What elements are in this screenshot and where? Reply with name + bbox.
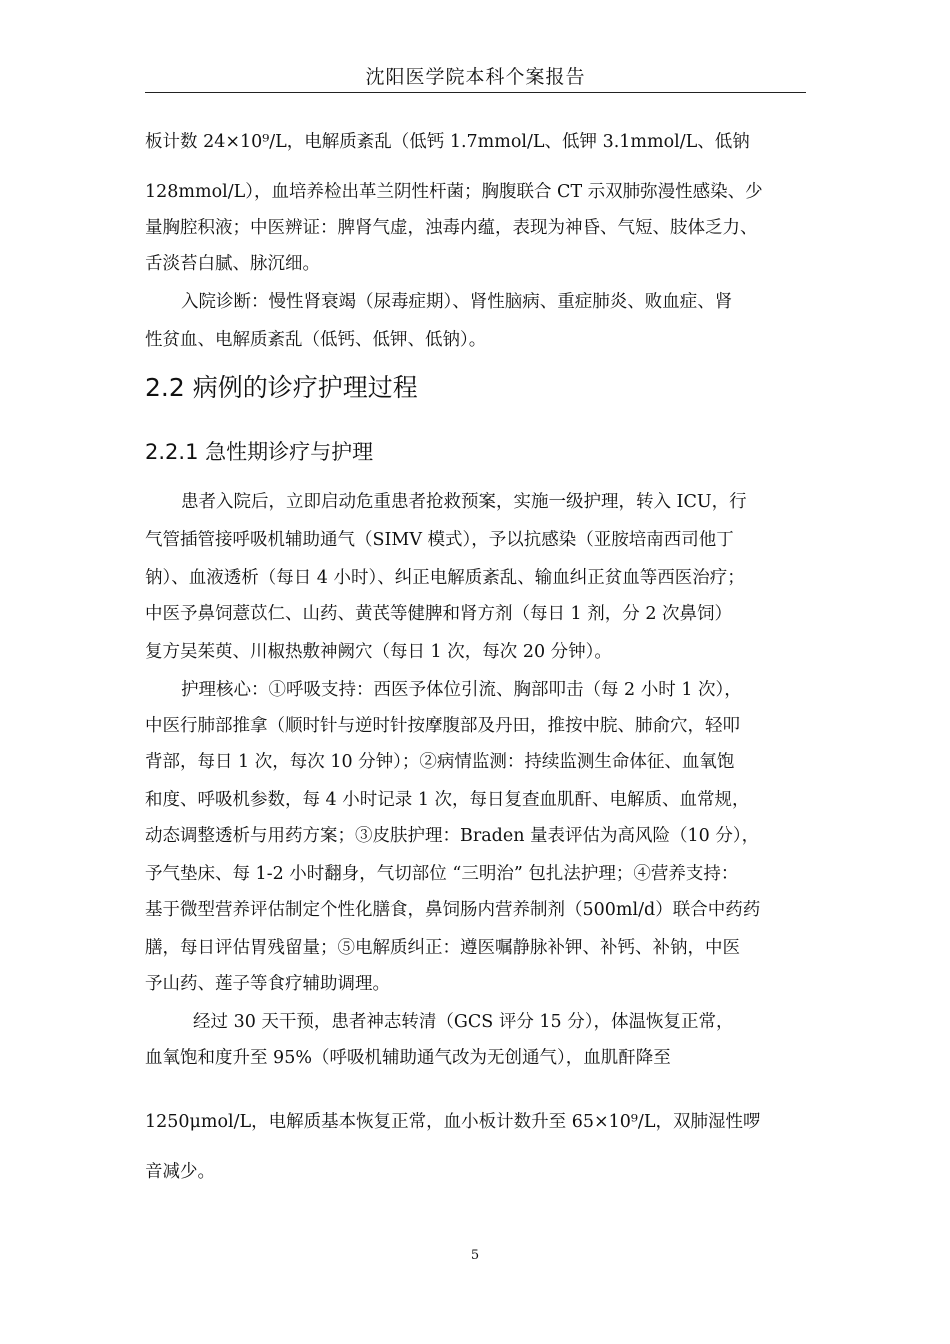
- running-header: 沈阳医学院本科个案报告: [365, 66, 586, 88]
- text-line: 中医予鼻饲薏苡仁、山药、黄芪等健脾和肾方剂（每日 1 剂，分 2 次鼻饲）: [145, 604, 733, 624]
- text-line: 复方吴茱萸、川椒热敷神阙穴（每日 1 次，每次 20 分钟）。: [145, 642, 612, 662]
- text-line: 钠）、血液透析（每日 4 小时）、纠正电解质紊乱、输血纠正贫血等西医治疗；: [145, 568, 745, 588]
- header-rule: [145, 92, 806, 93]
- text-line: 舌淡苔白腻、脉沉细。: [145, 254, 320, 274]
- text-line: 基于微型营养评估制定个性化膳食，鼻饲肠内营养制剂（500ml/d）联合中药药: [145, 900, 761, 920]
- subsection-heading: 2.2.1 急性期诊疗与护理: [145, 440, 374, 464]
- text-line: 板计数 24×10⁹/L，电解质紊乱（低钙 1.7mmol/L、低钾 3.1mmol/L、低钠: [145, 132, 750, 152]
- text-line: 予山药、莲子等食疗辅助调理。: [145, 974, 390, 994]
- page-number: 5: [470, 1248, 480, 1263]
- section-heading: 2.2 病例的诊疗护理过程: [145, 373, 418, 402]
- text-line: 量胸腔积液；中医辨证：脾肾气虚，浊毒内蕴，表现为神昏、气短、肢体乏力、: [145, 218, 758, 238]
- text-line: 动态调整透析与用药方案；③皮肤护理：Braden 量表评估为高风险（10 分），: [145, 826, 760, 846]
- text-line: 和度、呼吸机参数，每 4 小时记录 1 次，每日复查血肌酐、电解质、血常规，: [145, 790, 750, 810]
- text-line: 入院诊断：慢性肾衰竭（尿毒症期）、肾性脑病、重症肺炎、败血症、肾: [181, 292, 733, 312]
- text-line: 中医行肺部推拿（顺时针与逆时针按摩腹部及丹田，推按中脘、肺俞穴，轻叩: [145, 716, 740, 736]
- text-line: 背部，每日 1 次，每次 10 分钟）；②病情监测：持续监测生命体征、血氧饱: [145, 752, 735, 772]
- text-line: 气管插管接呼吸机辅助通气（SIMV 模式），予以抗感染（亚胺培南西司他丁: [145, 530, 734, 550]
- text-line: 患者入院后，立即启动危重患者抢救预案，实施一级护理，转入 ICU，行: [181, 492, 747, 512]
- text-line: 血氧饱和度升至 95%（呼吸机辅助通气改为无创通气），血肌酐降至: [145, 1048, 671, 1068]
- text-line: 音减少。: [145, 1162, 215, 1182]
- text-line: 性贫血、电解质紊乱（低钙、低钾、低钠）。: [145, 330, 487, 350]
- text-line: 护理核心：①呼吸支持：西医予体位引流、胸部叩击（每 2 小时 1 次），: [181, 680, 742, 700]
- text-line: 128mmol/L），血培养检出革兰阴性杆菌；胸腹联合 CT 示双肺弥漫性感染、少: [145, 182, 763, 202]
- text-line: 膳，每日评估胃残留量；⑤电解质纠正：遵医嘱静脉补钾、补钙、补钠，中医: [145, 938, 740, 958]
- text-line: 1250μmol/L，电解质基本恢复正常，血小板计数升至 65×10⁹/L，双肺湿性啰: [145, 1112, 761, 1132]
- text-line: 予气垫床、每 1-2 小时翻身，气切部位 “三明治” 包扎法护理；④营养支持：: [145, 864, 739, 884]
- text-line: 经过 30 天干预，患者神志转清（GCS 评分 15 分），体温恢复正常，: [193, 1012, 734, 1032]
